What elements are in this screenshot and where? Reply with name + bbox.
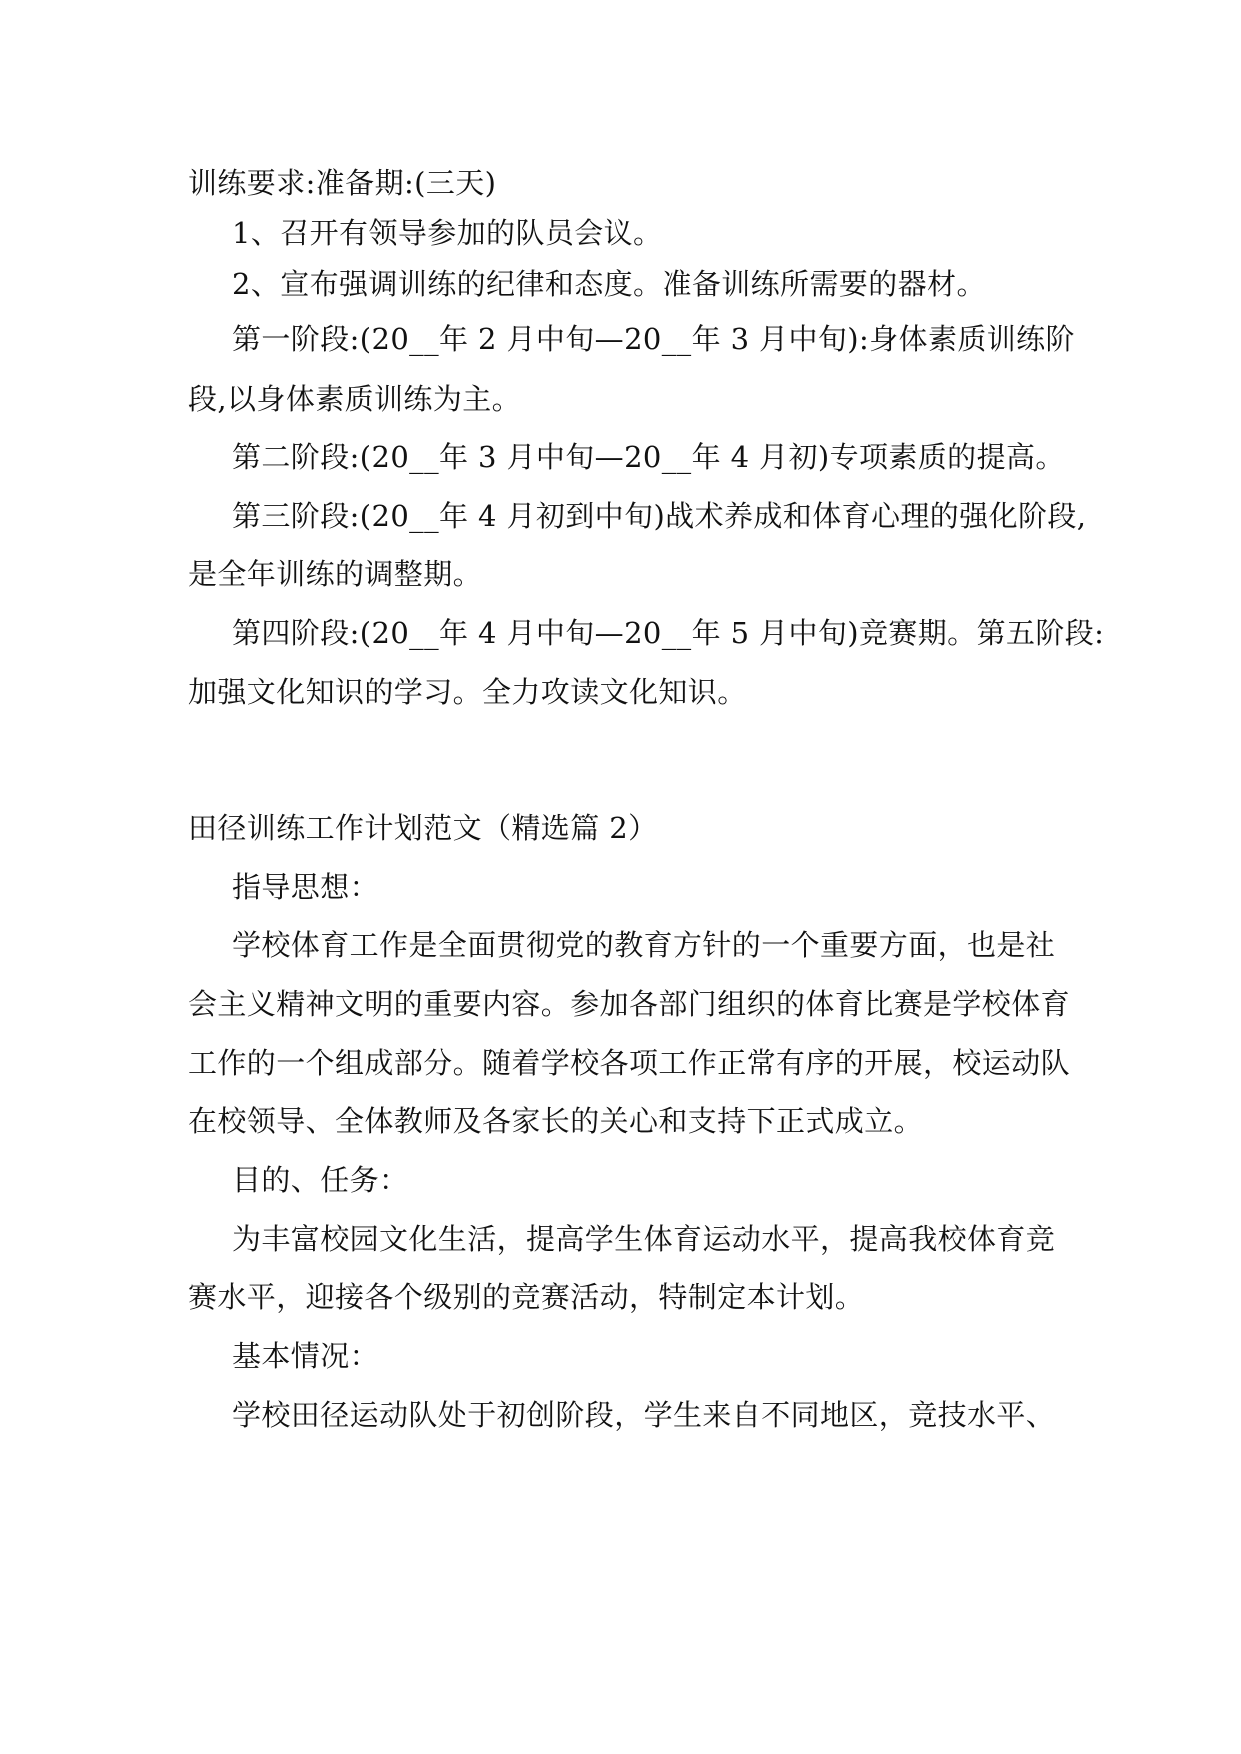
basic-situation-heading: 基本情况： (232, 1339, 380, 1373)
guiding-paragraph-line-1: 学校体育工作是全面贯彻党的教育方针的一个重要方面，也是社 (232, 928, 1056, 962)
section-title: 田径训练工作计划范文（精选篇 2） (188, 811, 658, 845)
stage-four-line-1: 第四阶段:(20__年 4 月中旬—20__年 5 月中旬)竞赛期。第五阶段: (232, 616, 1105, 650)
guiding-ideology-heading: 指导思想： (232, 870, 380, 904)
training-requirements-heading: 训练要求:准备期:(三天) (188, 166, 497, 200)
preparation-item-2: 2、宣布强调训练的纪律和态度。准备训练所需要的器材。 (232, 267, 986, 301)
stage-four-line-2: 加强文化知识的学习。全力攻读文化知识。 (188, 675, 747, 709)
stage-two-line: 第二阶段:(20__年 3 月中旬—20__年 4 月初)专项素质的提高。 (232, 440, 1065, 474)
guiding-paragraph-line-2: 会主义精神文明的重要内容。参加各部门组织的体育比赛是学校体育 (188, 987, 1071, 1021)
stage-one-line-2: 段,以身体素质训练为主。 (188, 382, 522, 416)
stage-three-line-1: 第三阶段:(20__年 4 月初到中旬)战术养成和体育心理的强化阶段, (232, 499, 1087, 533)
purpose-paragraph-line-1: 为丰富校园文化生活，提高学生体育运动水平，提高我校体育竞 (232, 1222, 1056, 1256)
guiding-paragraph-line-3: 工作的一个组成部分。随着学校各项工作正常有序的开展，校运动队 (188, 1046, 1071, 1080)
guiding-paragraph-line-4: 在校领导、全体教师及各家长的关心和支持下正式成立。 (188, 1104, 924, 1138)
stage-one-line-1: 第一阶段:(20__年 2 月中旬—20__年 3 月中旬):身体素质训练阶 (232, 322, 1075, 356)
basic-situation-paragraph-line-1: 学校田径运动队处于初创阶段，学生来自不同地区，竞技水平、 (232, 1398, 1056, 1432)
stage-three-line-2: 是全年训练的调整期。 (188, 557, 483, 591)
preparation-item-1: 1、召开有领导参加的队员会议。 (232, 216, 663, 250)
purpose-task-heading: 目的、任务： (232, 1163, 409, 1197)
purpose-paragraph-line-2: 赛水平，迎接各个级别的竞赛活动，特制定本计划。 (188, 1280, 865, 1314)
